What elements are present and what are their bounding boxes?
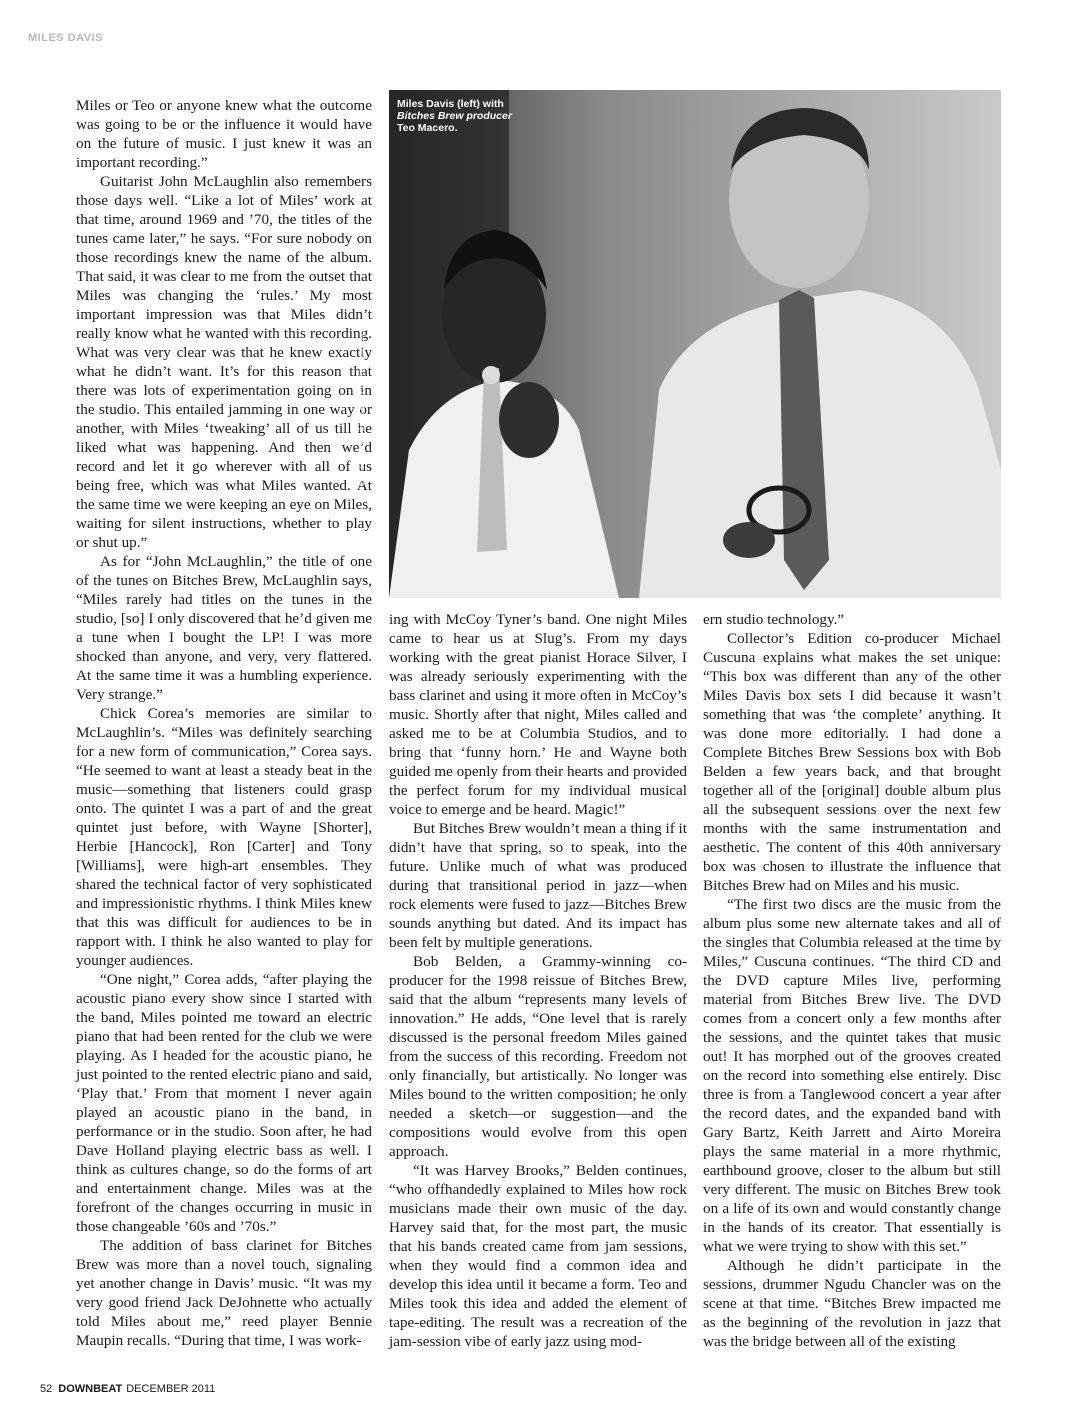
photo-credit: DON HUNSTEIN/SONY MUSIC ENTERTAINMENT <box>359 328 366 485</box>
article-column-2 <box>389 610 687 1351</box>
article-column-1 <box>76 96 372 1350</box>
page-number: 52 <box>40 1383 53 1395</box>
caption-line: Teo Macero. <box>397 122 458 134</box>
article-paragraph: Chick Corea’s memories are similar to McLaughlin’s. “Miles was definitely searching for a new form of communication,” Corea says. “He seemed to want at least a steady beat in the music—something that listeners could grasp onto. The quintet I was a part of and the great quintet just before, with Wayne [Shorter], Herbie [Hancock], Ron [Carter] and Tony [Williams], were high-art ensembles. They shared the technical factor of very sophisticated and impressionistic rhythms. I think Miles knew that this was difficult for audiences to be in rapport with. I think he also wanted to play for younger audiences. <box>76 705 372 969</box>
article-paragraph: As for “John McLaughlin,” the title of one of the tunes on Bitches Brew, McLaughlin says, “Miles rarely had titles on the tunes in the studio, [so] I only discovered that he’d given me a tune when I bought the LP! I was more shocked than anyone, and very, very flattered. At the same time it was a humbling experience. Very strange.” <box>76 553 372 703</box>
article-paragraph: “The first two discs are the music from the album plus some new alternate takes and all of the singles that Columbia released at the time by Miles,” Cuscuna continues. “The third CD and the DVD capture Miles live, performing material from Bitches Brew live. The DVD comes from a concert only a few months after the sessions, and the quintet takes that music out! It has morphed out of the grooves created on the record into something else entirely. Disc three is from a Tanglewood concert a year after the record dates, and the expanded band with Gary Bartz, Keith Jarrett and Airto Moreira plays the same material in a more rhythmic, earthbound groove, closer to the album but still very different. The music on Bitches Brew took on a life of its own and would constantly change in the hands of its creator. That essentially is what we were trying to show with this set.” <box>703 896 1001 1255</box>
article-paragraph: Although he didn’t participate in the sessions, drummer Ngudu Chancler was on the scene at that time. “Bitches Brew impacted me as the beginning of the revolution in jazz that was the bridge between all of the existing <box>703 1257 1001 1350</box>
caption-line: Miles Davis (left) with <box>397 98 504 110</box>
article-paragraph: ing with McCoy Tyner’s band. One night Miles came to hear us at Slug’s. From my days working with the great pianist Horace Silver, I was already seriously experimenting with the bass clarinet and using it more often in McCoy’s music. Shortly after that night, Miles called and asked me to be at Columbia Studios, and to bring that ‘funny horn.’ He and Wayne both guided me openly from their hearts and provided the perfect forum for my individual musical voice to emerge and be heard. Magic!” <box>389 611 687 818</box>
magazine-name: DOWNBEAT <box>58 1383 123 1395</box>
article-column-3 <box>703 610 1001 1351</box>
running-head: MILES DAVIS <box>28 32 103 44</box>
article-paragraph: But Bitches Brew wouldn’t mean a thing if it didn’t have that spring, so to speak, into the future. Unlike much of what was produced during that transitional period in jazz—when rock elements were fused to jazz—Bitches Brew sounds anything but dated. And its impact has been felt by multiple generations. <box>389 820 687 951</box>
article-paragraph: ern studio technology.” <box>703 611 845 628</box>
article-paragraph: “It was Harvey Brooks,” Belden continues, “who offhandedly explained to Miles how rock musicians made their own music of the day. Harvey said that, for the most part, the music that his bands created came from jam sessions, when they would find a common idea and develop this idea until it became a form. Teo and Miles took this idea and added the element of tape-editing. The result was a recreation of the jam-session vibe of early jazz using mod- <box>389 1162 687 1350</box>
article-paragraph: Bob Belden, a Grammy-winning co-producer for the 1998 reissue of Bitches Brew, said that the album “represents many levels of innovation.” He adds, “One level that is rarely discussed is the personal freedom Miles gained from the success of this recording. Freedom not only financially, but artistically. No longer was Miles bound to the written composition; he only needed a sketch—or suggestion—and the compositions would evolve from this open approach. <box>389 953 687 1160</box>
article-paragraph: Collector’s Edition co-producer Michael Cuscuna explains what makes the set unique: “This box was different than any of the other Miles Davis box sets I did because it wasn’t something that was ‘the complete’ anything. It was done more editorially. I had done a Complete Bitches Brew Sessions box with Bob Belden a few years back, and that brought together all of the [original] double album plus all the subsequent sessions over the next few months with the same instrumentation and aesthetic. The content of this 40th anniversary box was chosen to illustrate the influence that Bitches Brew had on Miles and his music. <box>703 630 1001 894</box>
article-paragraph: “One night,” Corea adds, “after playing the acoustic piano every show since I started with the band, Miles pointed me toward an electric piano that had been rented for the club we were playing. As I headed for the acoustic piano, he just pointed to the rented electric piano and said, ‘Play that.’ From that moment I never again played an acoustic piano in the band, in performance or in the studio. Soon after, he had Dave Holland playing electric bass as well. I think as cultures change, so do the forms of art and entertainment change. Miles was at the forefront of the changes occurring in music in those changeable ’60s and ’70s.” <box>76 971 372 1235</box>
article-paragraph: Guitarist John McLaughlin also remembers those days well. “Like a lot of Miles’ work at that time, around 1969 and ’70, the titles of the tunes came later,” he says. “For sure nobody on those recordings knew the name of the album. That said, it was clear to me from the outset that Miles was changing the ‘rules.’ My most important impression was that Miles didn’t really know what he wanted with this recording. What was very clear was that he knew exactly what he didn’t want. It’s for this reason that there was lots of experimentation going on in the studio. This entailed jamming in one way or another, with Miles ‘tweaking’ all of us till he liked what was happening. And then we’d record and let it go wherever with all of us being free, which was what Miles wanted. At the same time we were keeping an eye on Miles, waiting for silent instructions, whether to play or shut up.” <box>76 173 372 551</box>
photo-miles-davis-teo-macero <box>359 90 1001 598</box>
article-paragraph: The addition of bass clarinet for Bitches Brew was more than a novel touch, signaling yet another change in Davis’ music. “It was my very good friend Jack DeJohnette who actually told Miles about me,” reed player Bennie Maupin recalls. “During that time, I was work- <box>76 1237 372 1349</box>
photo-caption <box>397 98 512 134</box>
caption-line: Bitches Brew producer <box>397 110 512 122</box>
article-paragraph: Miles or Teo or anyone knew what the outcome was going to be or the influence it would have on the future of music. I just knew it was an important recording.” <box>76 97 372 171</box>
photo-illustration <box>389 90 1001 598</box>
page-folio <box>40 1383 215 1395</box>
issue-date: DECEMBER 2011 <box>126 1383 216 1395</box>
